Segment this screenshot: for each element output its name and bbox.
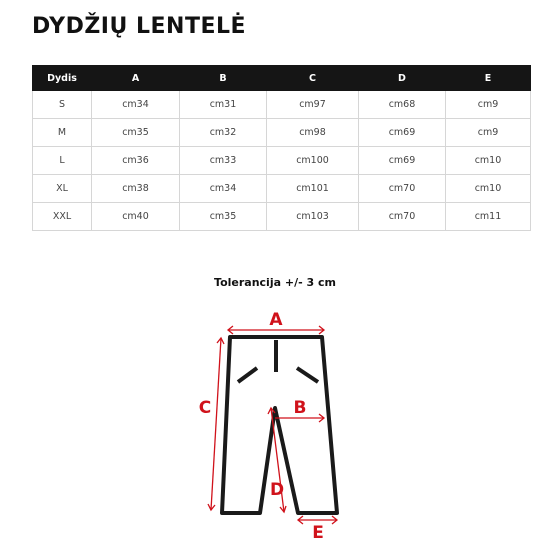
table-cell: cm31 [180,91,267,119]
table-cell: cm103 [267,203,359,231]
table-cell: cm33 [180,147,267,175]
header-cell-e: E [446,66,531,91]
table-row [33,147,531,175]
label-a: A [269,310,283,330]
table-cell: cm100 [267,147,359,175]
pants-diagram [180,300,380,550]
table-cell: cm69 [359,119,446,147]
table-cell: cm11 [446,203,531,231]
table-cell: cm40 [92,203,180,231]
label-d: D [269,480,285,500]
table-row [33,175,531,203]
table-cell: cm35 [92,119,180,147]
header-cell-d: D [359,66,446,91]
table-cell: cm9 [446,91,531,119]
size-table [32,65,531,231]
right-pocket [297,368,318,382]
table-cell: cm32 [180,119,267,147]
table-row [33,203,531,231]
header-cell-a: A [92,66,180,91]
table-cell: cm97 [267,91,359,119]
label-e: E [312,523,324,543]
table-cell: cm38 [92,175,180,203]
measure-c-line [211,338,221,510]
table-cell: cm68 [359,91,446,119]
label-b: B [293,398,307,418]
table-cell: L [33,147,92,175]
table-row [33,119,531,147]
table-cell: cm34 [180,175,267,203]
left-pocket [238,368,257,382]
table-header-row [33,66,531,91]
header-cell-size: Dydis [33,66,92,91]
page-title: DYDŽIŲ LENTELĖ [32,14,247,39]
header-cell-c: C [267,66,359,91]
table-cell: cm70 [359,175,446,203]
table-row [33,91,531,119]
table-cell: cm35 [180,203,267,231]
table-cell: cm36 [92,147,180,175]
table-cell: cm34 [92,91,180,119]
label-c: C [198,398,212,418]
tolerance-note: Tolerancija +/- 3 cm [214,276,336,289]
table-cell: cm10 [446,175,531,203]
table-cell: M [33,119,92,147]
table-cell: cm10 [446,147,531,175]
header-cell-b: B [180,66,267,91]
table-cell: XL [33,175,92,203]
table-cell: cm69 [359,147,446,175]
table-cell: cm9 [446,119,531,147]
table-cell: XXL [33,203,92,231]
table-cell: S [33,91,92,119]
table-cell: cm101 [267,175,359,203]
table-cell: cm70 [359,203,446,231]
table-cell: cm98 [267,119,359,147]
